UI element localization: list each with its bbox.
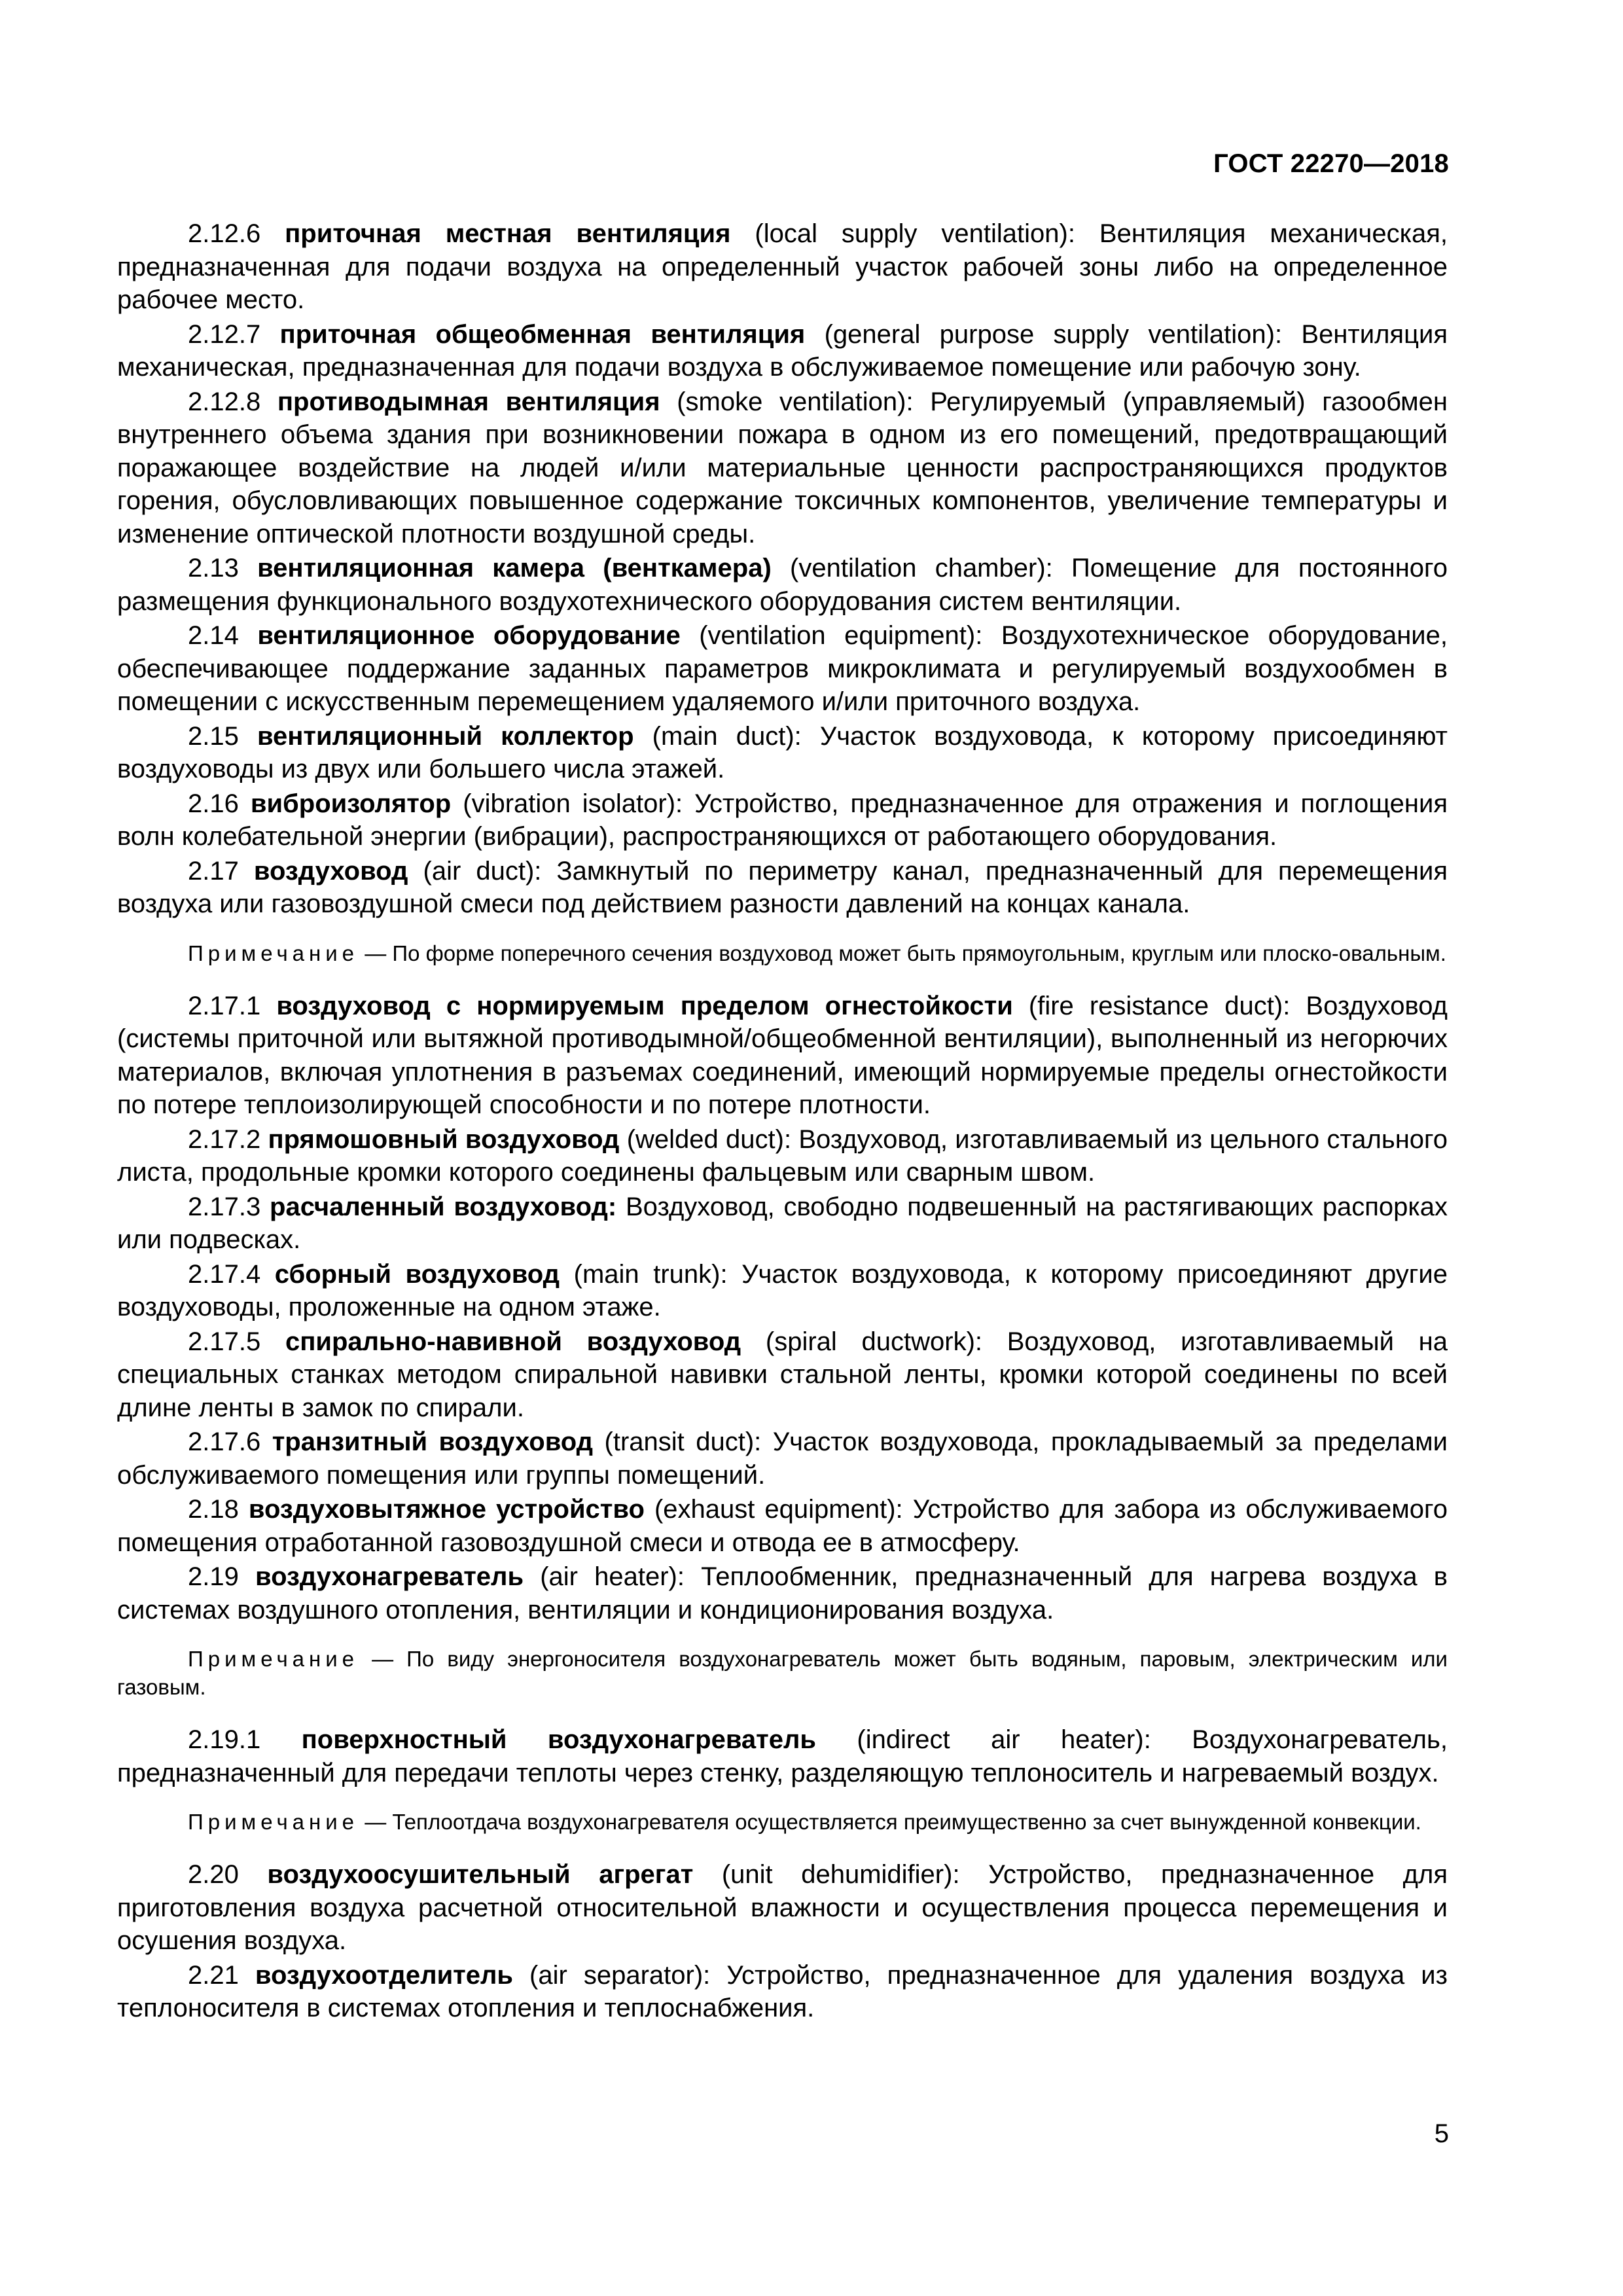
term-definition: Воздуховод, свободно подвешенный на растягивающих распорках или подвесках. bbox=[117, 1192, 1448, 1254]
term-entry bbox=[117, 552, 1448, 618]
term-definition: (exhaust equipment): Устройство для забора из обслуживаемого помещения отработанной газовоздушной смеси и отвода ее в атмосферу. bbox=[117, 1495, 1448, 1557]
term-entry bbox=[117, 1493, 1448, 1559]
term-definition: (vibration isolator): Устройство, предназначенное для отражения и поглощения волн колебательной энергии (вибрации), распространяющихся от работающего оборудования. bbox=[117, 789, 1448, 851]
term-title: воздуховод с нормируемым пределом огнестойкости bbox=[276, 991, 1013, 1020]
term-title: прямошовный воздуховод bbox=[268, 1124, 620, 1154]
term-entry bbox=[117, 1325, 1448, 1425]
term-number: 2.17.6 bbox=[188, 1427, 261, 1456]
term-number: 2.20 bbox=[188, 1860, 239, 1889]
term-title: вентиляционное оборудование bbox=[257, 621, 681, 650]
term-definition: (fire resistance duct): Воздуховод (системы приточной или вытяжной противодымной/общеобменной вентиляции), выполненный из негорючих материалов, включая уплотнения в разъемах соединений, имеющий нормируемые пределы огнестойкости по потере теплоизолирующей способности и по потере плотности. bbox=[117, 991, 1448, 1119]
term-entry bbox=[117, 619, 1448, 719]
term-number: 2.17.5 bbox=[188, 1327, 261, 1356]
term-title: воздухонагреватель bbox=[255, 1562, 524, 1591]
term-number: 2.17 bbox=[188, 856, 239, 886]
term-number: 2.17.4 bbox=[188, 1259, 261, 1289]
term-number: 2.15 bbox=[188, 721, 239, 751]
term-definition: (transit duct): Участок воздуховода, прокладываемый за пределами обслуживаемого помещения или группы помещений. bbox=[117, 1427, 1448, 1490]
document-body bbox=[117, 217, 1448, 2026]
term-definition: (general purpose supply ventilation): Вентиляция механическая, предназначенная для подачи воздуха в обслуживаемое помещение или рабочую зону. bbox=[117, 319, 1448, 382]
term-definition: (air heater): Теплообменник, предназначенный для нагрева воздуха в системах воздушного отопления, вентиляции и кондиционирования воздуха. bbox=[117, 1562, 1448, 1624]
term-entry bbox=[117, 1560, 1448, 1626]
term-entry bbox=[117, 217, 1448, 317]
term-number: 2.17.2 bbox=[188, 1124, 261, 1154]
term-number: 2.17.1 bbox=[188, 991, 261, 1020]
term-title: приточная местная вентиляция bbox=[285, 219, 731, 248]
term-number: 2.21 bbox=[188, 1960, 239, 1990]
term-entry bbox=[117, 720, 1448, 786]
term-number: 2.12.7 bbox=[188, 319, 261, 349]
term-entry bbox=[117, 787, 1448, 853]
term-number: 2.12.8 bbox=[188, 387, 261, 416]
term-entry bbox=[117, 1723, 1448, 1789]
term-title: поверхностный воздухонагреватель bbox=[301, 1725, 816, 1754]
term-number: 2.14 bbox=[188, 621, 239, 650]
term-definition: (main duct): Участок воздуховода, к которому присоединяют воздуховоды из двух или большего числа этажей. bbox=[117, 721, 1448, 783]
note-label: Примечание bbox=[188, 1647, 359, 1671]
term-definition: (ventilation chamber): Помещение для постоянного размещения функционального воздухотехнического оборудования систем вентиляции. bbox=[117, 554, 1448, 616]
term-definition: (unit dehumidifier): Устройство, предназначенное для приготовления воздуха расчетной относительной влажности и осуществления процесса перемещения и осушения воздуха. bbox=[117, 1860, 1448, 1955]
term-title: вентиляционный коллектор bbox=[257, 721, 634, 751]
term-title: воздуховод bbox=[253, 856, 408, 886]
term-title: вентиляционная камера (венткамера) bbox=[257, 554, 772, 583]
note-text: — По виду энергоносителя воздухонагреватель может быть водяным, паровым, электрическим или газовым. bbox=[117, 1647, 1448, 1699]
term-number: 2.19.1 bbox=[188, 1725, 261, 1754]
note bbox=[117, 1808, 1448, 1836]
note-text: — По форме поперечного сечения воздуховод может быть прямоугольным, круглым или плоско-овальным. bbox=[365, 941, 1446, 965]
term-number: 2.18 bbox=[188, 1495, 239, 1524]
term-number: 2.19 bbox=[188, 1562, 239, 1591]
note-label: Примечание bbox=[188, 1810, 359, 1834]
note-text: — Теплоотдача воздухонагревателя осуществляется преимущественно за счет вынужденной конвекции. bbox=[365, 1810, 1421, 1834]
term-number: 2.17.3 bbox=[188, 1192, 261, 1221]
term-title: виброизолятор bbox=[250, 789, 452, 818]
term-entry bbox=[117, 386, 1448, 551]
term-definition: (ventilation equipment): Воздухотехническое оборудование, обеспечивающее поддержание заданных параметров микроклимата и регулируемый воздухообмен в помещении с искусственным перемещением удаляемого и/или приточного воздуха. bbox=[117, 621, 1448, 716]
document-code-header: ГОСТ 22270—2018 bbox=[1213, 149, 1449, 178]
term-title: воздухоосушительный агрегат bbox=[267, 1860, 694, 1889]
term-entry bbox=[117, 1858, 1448, 1958]
term-number: 2.13 bbox=[188, 554, 239, 583]
term-definition: (indirect air heater): Воздухонагреватель, предназначенный для передачи теплоты через стенку, разделяющую теплоноситель и нагреваемый воздух. bbox=[117, 1725, 1448, 1787]
term-entry bbox=[117, 990, 1448, 1122]
term-definition: (air duct): Замкнутый по периметру канал, предназначенный для перемещения воздуха или газовоздушной смеси под действием разности давлений на концах канала. bbox=[117, 856, 1448, 918]
term-entry bbox=[117, 1959, 1448, 2025]
term-entry bbox=[117, 1426, 1448, 1492]
term-definition: (smoke ventilation): Регулируемый (управляемый) газообмен внутреннего объема здания при возникновении пожара в одном из его помещений, предотвращающий поражающее воздействие на людей и/или материальные ценности распространяющихся продуктов горения, обусловливающих повышенное содержание токсичных компонентов, увеличение температуры и изменение оптической плотности воздушной среды. bbox=[117, 387, 1448, 548]
term-entry bbox=[117, 1191, 1448, 1257]
term-entry bbox=[117, 855, 1448, 921]
term-entry bbox=[117, 1258, 1448, 1324]
term-title: приточная общеобменная вентиляция bbox=[279, 319, 806, 349]
note-label: Примечание bbox=[188, 941, 359, 965]
term-number: 2.16 bbox=[188, 789, 239, 818]
term-title: воздухоотделитель bbox=[255, 1960, 514, 1990]
term-definition: (main trunk): Участок воздуховода, к которому присоединяют другие воздуховоды, проложенные на одном этаже. bbox=[117, 1259, 1448, 1321]
term-number: 2.12.6 bbox=[188, 219, 261, 248]
term-definition: (local supply ventilation): Вентиляция механическая, предназначенная для подачи воздуха на определенный участок рабочей зоны либо на определенное рабочее место. bbox=[117, 219, 1448, 314]
term-title: транзитный воздуховод bbox=[272, 1427, 594, 1456]
term-definition: (air separator): Устройство, предназначенное для удаления воздуха из теплоносителя в системах отопления и теплоснабжения. bbox=[117, 1960, 1448, 2022]
term-title: расчаленный воздуховод: bbox=[270, 1192, 617, 1221]
term-definition: (spiral ductwork): Воздуховод, изготавливаемый на специальных станках методом спиральной навивки стальной ленты, кромки которой соединены по всей длине ленты в замок по спирали. bbox=[117, 1327, 1448, 1422]
term-title: противодымная вентиляция bbox=[277, 387, 660, 416]
term-definition: (welded duct): Воздуховод, изготавливаемый из цельного стального листа, продольные кромки которого соединены фальцевым или сварным швом. bbox=[117, 1124, 1448, 1187]
term-entry bbox=[117, 1123, 1448, 1189]
term-title: сборный воздуховод bbox=[274, 1259, 560, 1289]
page-number: 5 bbox=[1434, 2119, 1449, 2148]
note bbox=[117, 939, 1448, 967]
term-title: воздуховытяжное устройство bbox=[248, 1495, 645, 1524]
note bbox=[117, 1645, 1448, 1701]
term-title: спирально-навивной воздуховод bbox=[285, 1327, 741, 1356]
term-entry bbox=[117, 318, 1448, 384]
